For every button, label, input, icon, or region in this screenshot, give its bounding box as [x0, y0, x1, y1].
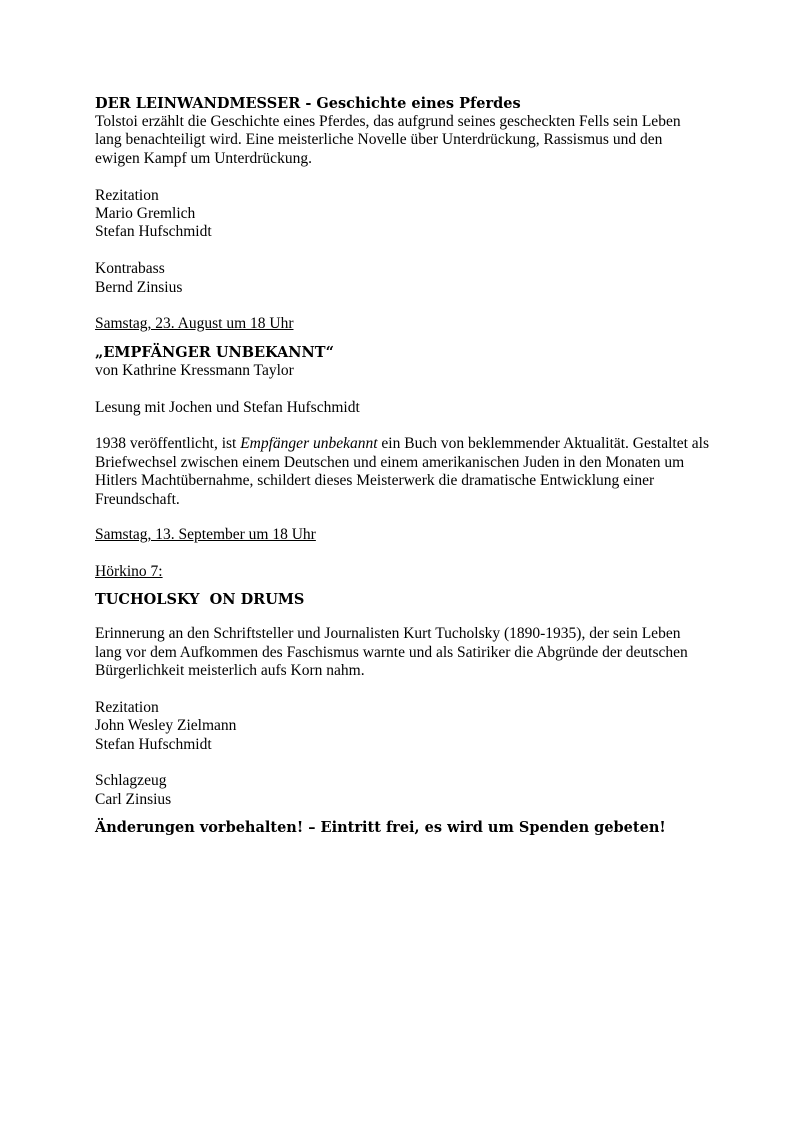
event1-title: DER LEINWANDMESSER - Geschichte eines Pferdes — [95, 95, 521, 112]
event1-description: Tolstoi erzählt die Geschichte eines Pferdes, das aufgrund seines gescheckten Fells sein Leben lang benachteiligt wird. Eine meisterliche Novelle über Unterdrückung, Rassismus und den ewigen Kampf um Unterdrückung. — [95, 113, 681, 167]
event3-description: Erinnerung an den Schriftsteller und Journalisten Kurt Tucholsky (1890-1935), der sein Leben lang vor dem Aufkommen des Faschismus warnte und als Satiriker die Abgründe der deutschen Bürgerlichkeit meisterlich aufs Korn nahm. — [95, 625, 688, 680]
event3-title: TUCHOLSKY ON DRUMS — [95, 591, 305, 609]
footer-note: Änderungen vorbehalten! – Eintritt frei, es wird um Spenden gebeten! — [95, 819, 666, 837]
event1-recitation-name-2: Stefan Hufschmidt — [95, 223, 212, 241]
event2-date: Samstag, 23. August um 18 Uhr — [95, 315, 294, 333]
event2-reading: Lesung mit Jochen und Stefan Hufschmidt — [95, 398, 360, 416]
event3-series: Hörkino 7: — [95, 562, 163, 580]
event2-desc-after: ein Buch von beklemmender Aktualität. Gestaltet als Briefwechsel zwischen einem Deutschen und einem amerikanischen Juden in den Monaten um Hitlers Machtübernahme, schildert dieses Meisterwerk die dramatische Entwicklung einer Freundschaft. — [95, 435, 709, 508]
event2-description — [95, 435, 710, 509]
event2-author: von Kathrine Kressmann Taylor — [95, 361, 294, 379]
event1-recitation-label: Rezitation — [95, 186, 159, 204]
event3-music-label: Schlagzeug — [95, 772, 167, 790]
event2-desc-before: 1938 veröffentlicht, ist — [95, 435, 241, 453]
event1-music-name: Bernd Zinsius — [95, 278, 183, 296]
event1-music-label: Kontrabass — [95, 260, 165, 278]
document-page — [95, 95, 710, 838]
event2-title: „EMPFÄNGER UNBEKANNT“ — [95, 343, 334, 361]
event2-desc-italic: Empfänger unbekannt — [240, 435, 378, 453]
event3-recitation-name-2: Stefan Hufschmidt — [95, 735, 212, 753]
event3-music-name: Carl Zinsius — [95, 790, 172, 808]
event3-recitation-name-1: John Wesley Zielmann — [95, 717, 237, 735]
event1-recitation-name-1: Mario Gremlich — [95, 205, 196, 223]
event3-date: Samstag, 13. September um 18 Uhr — [95, 526, 316, 544]
event3-recitation-label: Rezitation — [95, 698, 159, 716]
